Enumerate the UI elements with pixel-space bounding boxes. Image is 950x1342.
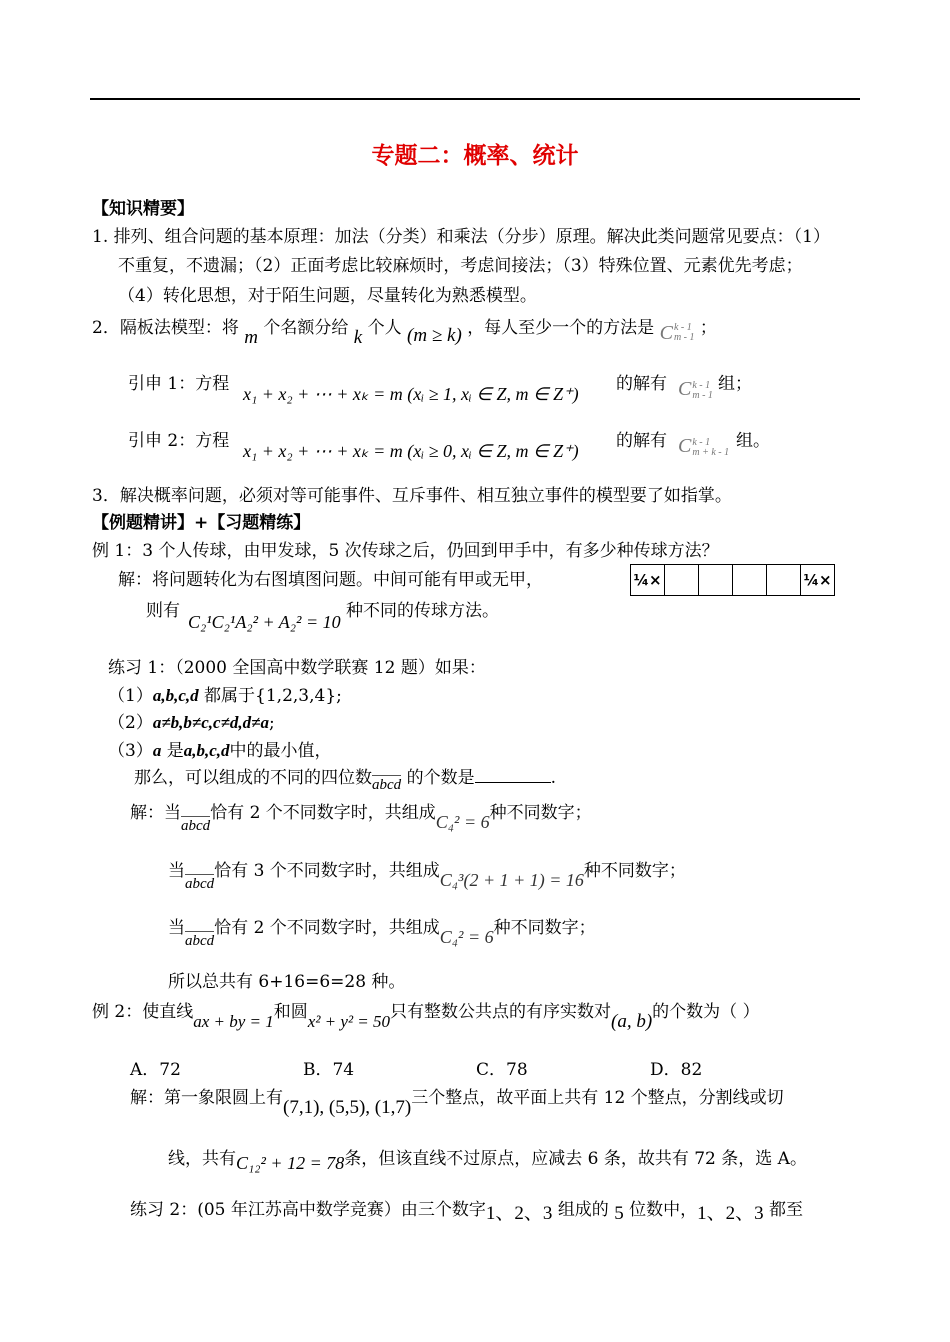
extension-2-equation: x₁ + x₂ + ⋯ + xₖ = m (xᵢ ≥ 0, xᵢ ∈ Z, m ∈ Z⁺) xyxy=(243,441,579,461)
condition-number: （1） xyxy=(108,686,153,706)
item-2-mid1: 个名额分给 xyxy=(263,318,349,338)
question-text: 的个数是 xyxy=(406,768,475,788)
condition-variables: a,b,c,d xyxy=(152,686,199,705)
condition-number: （2） xyxy=(108,713,153,733)
extension-2-end: 组。 xyxy=(736,431,770,451)
overlined-abcd: abcd xyxy=(372,777,402,793)
question-text: 都至 xyxy=(769,1200,804,1220)
combination-sup: k - 1 xyxy=(692,379,711,391)
question-text: 例 2：使直线 xyxy=(92,1002,194,1022)
circle-equation: x² + y² = 50 xyxy=(307,1012,391,1031)
practice-1-solution-2 xyxy=(168,860,686,892)
combination-indices xyxy=(692,381,713,401)
item-2-prefix: 2．隔板法模型：将 xyxy=(92,318,239,338)
page-title: 专题二：概率、统计 xyxy=(371,143,579,169)
solution-formula: C₄² = 6 xyxy=(435,812,490,832)
var-m: m xyxy=(244,327,258,348)
solution-text: 恰有 2 个不同数字时，共组成 xyxy=(210,803,436,823)
solution-text: 恰有 2 个不同数字时，共组成 xyxy=(214,918,440,938)
grid-cell xyxy=(767,565,801,596)
extension-1-after: 的解有 xyxy=(616,374,667,394)
extension-1-combination xyxy=(678,378,713,401)
ball-passing-grid xyxy=(630,564,835,596)
practice-1-total: 所以总共有 6+16=6=28 种。 xyxy=(168,972,406,992)
solution-text: 线，共有 xyxy=(168,1149,236,1169)
condition-text: ; xyxy=(269,713,275,733)
example-2-solution-2 xyxy=(168,1148,807,1173)
combination-indices xyxy=(692,438,729,458)
line-equation: ax + by = 1 xyxy=(193,1012,274,1031)
grid-cell xyxy=(665,565,699,596)
practice-1-condition-3 xyxy=(108,740,332,762)
combination-sup: k - 1 xyxy=(692,436,711,448)
item-2-mid2: 个人 xyxy=(367,318,402,338)
practice-1-condition-1 xyxy=(108,685,342,707)
question-text: 只有整数公共点的有序实数对 xyxy=(390,1002,612,1022)
solution-text: 三个整点，故平面上共有 12 个整点，分割线或切 xyxy=(411,1088,784,1108)
combination-sub: m - 1 xyxy=(673,331,695,343)
overlined-abcd: abcd xyxy=(185,876,215,892)
grid-cell xyxy=(733,565,767,596)
condition-text: 是 xyxy=(166,741,184,761)
grid-cell: ¼× xyxy=(631,565,665,596)
combination-c-symbol: C xyxy=(678,435,692,457)
knowledge-item-1-line-1: 1. 排列、组合问题的基本原理：加法（分类）和乘法（分步）原理。解决此类问题常见要点：（1） xyxy=(92,227,830,247)
lattice-points: (7,1), (5,5), (1,7) xyxy=(283,1097,412,1118)
example-1-solution-suffix: 种不同的传球方法。 xyxy=(346,601,499,621)
condition-text: 中的最小值， xyxy=(229,741,332,761)
solution-text: 种不同数字； xyxy=(493,918,596,938)
digits: 1、2、3 xyxy=(485,1203,553,1224)
question-text: 那么，可以组成的不同的四位数 xyxy=(134,768,372,788)
knowledge-item-1-line-2: 不重复，不遗漏；（2）正面考虑比较麻烦时，考虑间接法；（3）特殊位置、元素优先考虑； xyxy=(118,256,803,276)
question-text: 的个数为（ ） xyxy=(652,1002,760,1022)
overlined-abcd: abcd xyxy=(181,818,211,834)
knowledge-item-1-line-3: （4）转化思想，对于陌生问题，尽量转化为熟悉模型。 xyxy=(118,286,537,306)
practice-1-title: 练习 1：（2000 全国高中数学联赛 12 题）如果： xyxy=(108,658,486,678)
digit-count: 5 xyxy=(614,1203,624,1224)
question-text: 和圆 xyxy=(273,1002,308,1022)
extension-2-combination xyxy=(678,435,729,458)
example-2-solution-1 xyxy=(130,1087,784,1118)
condition-number: （3） xyxy=(108,741,153,761)
var-k: k xyxy=(353,327,363,348)
solution-text: 种不同数字； xyxy=(583,861,686,881)
combination-indices xyxy=(674,323,695,343)
ordered-pair: (a, b) xyxy=(611,1011,653,1032)
option-d: D．82 xyxy=(650,1060,703,1080)
question-text: 组成的 xyxy=(557,1200,609,1220)
answer-blank[interactable] xyxy=(475,766,551,783)
item-2-end: ； xyxy=(699,318,717,338)
solution-formula: C₁₂² + 12 = 78 xyxy=(236,1153,345,1173)
practice-1-solution-3 xyxy=(168,917,596,949)
combination-sup: k - 1 xyxy=(673,321,692,333)
condition-m-ge-k: (m ≥ k) xyxy=(407,325,462,346)
extension-1-label: 引申 1：方程 xyxy=(128,374,230,394)
solution-text: 解：当 xyxy=(130,803,181,823)
grid-cell: ¼× xyxy=(801,565,835,596)
solution-text: 解：第一象限圆上有 xyxy=(130,1088,283,1108)
combination-sub: m - 1 xyxy=(692,389,713,401)
section-heading-examples: 【例题精讲】+【习题精练】 xyxy=(92,513,311,533)
condition-variables: a,b,c,d xyxy=(183,741,230,760)
grid-cell xyxy=(699,565,733,596)
section-heading-knowledge: 【知识精要】 xyxy=(92,199,194,219)
solution-text: 当 xyxy=(168,918,185,938)
variable-a: a xyxy=(152,741,162,760)
solution-text: 条，但该直线不过原点，应减去 6 条，故共有 72 条，选 A。 xyxy=(344,1149,807,1169)
combination-sub: m + k - 1 xyxy=(692,446,730,458)
option-a: A．72 xyxy=(130,1060,181,1080)
practice-2-question xyxy=(130,1199,804,1224)
practice-1-condition-2 xyxy=(108,712,275,734)
example-1-formula: C₂¹C₂¹A₂² + A₂² = 10 xyxy=(188,612,341,632)
combination-c-symbol: C xyxy=(659,322,673,344)
practice-1-question xyxy=(134,766,556,793)
question-text: 位数中， xyxy=(629,1200,698,1220)
example-1-solution-prefix: 则有 xyxy=(146,601,180,621)
example-1-solution-line-1: 解：将问题转化为右图填图问题。中间可能有甲或无甲， xyxy=(118,570,543,590)
knowledge-item-3: 3．解决概率问题，必须对等可能事件、互斥事件、相互独立事件的模型要了如指掌。 xyxy=(92,486,732,506)
extension-2-after: 的解有 xyxy=(616,431,667,451)
extension-2-label: 引申 2：方程 xyxy=(128,431,230,451)
practice-1-solution-1 xyxy=(130,802,592,834)
option-c: C．78 xyxy=(476,1060,528,1080)
digits: 1、2、3 xyxy=(697,1203,764,1224)
header-rule xyxy=(90,98,860,100)
extension-1-equation: x₁ + x₂ + ⋯ + xₖ = m (xᵢ ≥ 1, xᵢ ∈ Z, m ∈ Z⁺) xyxy=(243,384,579,404)
solution-formula: C₄³(2 + 1 + 1) = 16 xyxy=(439,870,584,890)
option-b: B．74 xyxy=(303,1060,355,1080)
question-text: 练习 2：(05 年江苏高中数学竞赛）由三个数字 xyxy=(130,1200,486,1220)
solution-text: 恰有 3 个不同数字时，共组成 xyxy=(214,861,440,881)
condition-text: 都属于{1,2,3,4}; xyxy=(204,686,342,706)
example-1-question: 例 1：3 个人传球，由甲发球，5 次传球之后，仍回到甲手中，有多少种传球方法？ xyxy=(92,541,719,561)
combination-c-symbol: C xyxy=(678,378,692,400)
item-2-mid3: ，每人至少一个的方法是 xyxy=(467,318,655,338)
question-period: . xyxy=(550,768,556,788)
solution-text: 种不同数字； xyxy=(489,803,592,823)
example-2-question xyxy=(92,1001,760,1032)
knowledge-item-2 xyxy=(92,316,717,348)
overlined-abcd: abcd xyxy=(185,933,215,949)
solution-formula: C₄² = 6 xyxy=(439,927,494,947)
solution-text: 当 xyxy=(168,861,185,881)
extension-1-end: 组； xyxy=(718,374,752,394)
condition-expression: a≠b,b≠c,c≠d,d≠a xyxy=(152,713,269,732)
